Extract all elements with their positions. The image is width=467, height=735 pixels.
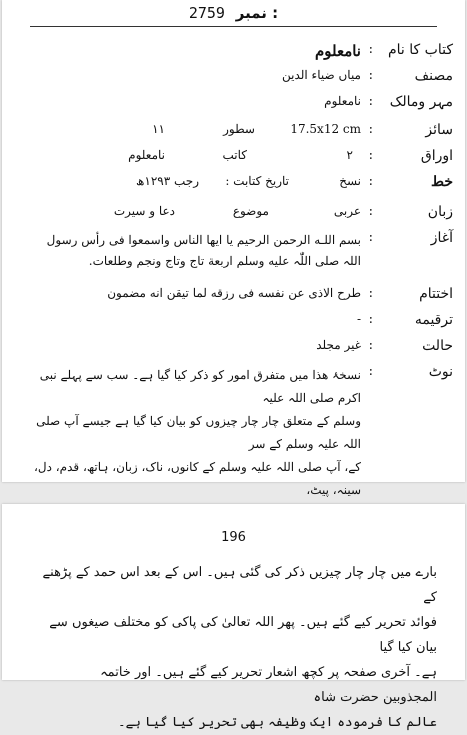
incipit-value: بسم اللـه الرحمن الرحيم يا ايها الناس واسمعوا فى رأس رسول اللہ صلی اللّٰہ علیه وسلم اربعة تاج وتاج ونجم وطلعات. [46,233,361,268]
field-label: آغاز [430,230,453,246]
lines-value: ۱۱ [152,122,165,136]
continuation-text: بارے میں چار چار چیزیں ذکر کی گئی ہیں۔ اس کے بعد اس حمد کے پڑھنے کے فوائد تحریر کیے گئے ہیں۔ پھر اللہ تعالیٰ کی پاکی کو مختلف صیغوں سے بیان کیا گیا ہے۔ آخری صفحہ پر کچھ اشعار تحریر کیے گئے ہیں۔ اور خاتمہ المجذوبین حضرت شاہ عالم کا فرمودہ ایک وظیفہ بھی تحریر کیا گیا ہے۔ [42,565,437,730]
field-label: کتاب کا نام [388,42,453,58]
field-label: اختتام [419,286,453,302]
field-label: اوراق [420,148,453,164]
author-value: میاں ضیاء الدین [281,68,361,82]
folios-value: ۲ [346,148,353,162]
subject-label: موضوع [232,204,269,218]
colophon-value: - [356,312,361,326]
subject-value: دعا و سیرت [113,204,175,218]
size-value: 17.5x12 cm [290,122,361,136]
continuation-page [2,504,465,730]
field-label: ترقیمه [414,312,453,328]
field-label: حالت [422,338,453,354]
title-value: نامعلوم [314,42,361,60]
record-number: 2759 [188,4,225,22]
record-number-header [2,4,465,22]
field-label: مصنف [414,68,453,84]
scribe-label: کاتب [222,148,247,162]
record-number-label: نمبر : [235,4,279,22]
language-value: عربی [333,204,361,218]
field-label: نوٹ [428,364,453,380]
field-label: خط [431,174,453,190]
date-label: تاریخ کتابت : [225,174,289,188]
scribe-value: نامعلوم [128,148,165,162]
field-label: سائز [425,122,453,138]
explicit-value: طرح الاذى عن نفسه فى رزقه لما تيقن انه مضمون [107,286,361,300]
page-number: 196 [221,530,246,545]
seal-value: نامعلوم [324,94,361,108]
header-divider [30,26,437,27]
field-label: مہر ومالک [389,94,453,110]
date-value: رجب ۱۲۹۳ھ [136,174,199,188]
catalog-page: 2759 نمبر : کتاب کا نام : نامعلوم مصنف : میاں ضیاء الدین مہر ومالک : نامعلوم سائز : 17.5x12 cm سطور ۱۱ اوراق : ۲ کاتب نامعلوم خط : نسخ تاریخ کتابت : رجب ۱۲۹۳ھ زبان : عربی موضوع دعا و سیرت آغاز : بسم اللـه الرحمن الرحيم يا ايها الناس واسمعوا فى رأس رسول اللہ صلی اللّٰہ علیه وسلم اربعة تاج وتاج ونجم وطلعات. اختتام : طرح الاذى عن نفسه فى رزقه لما تيقن انه مضمون ترقیمه : - حالت : غیر مجلد نوٹ : نسخۂ ھذا میں متفرق امور کو ذکر کیا گیا ہے۔ سب سے پہلے نبی اکرم صلی اللہ علیہ وسلم کے متعلق چار چار چیزوں کو بیان کیا گیا ہے جیسے آپ صلی اللہ علیہ وسلم کے سر کے، آپ صلی اللہ علیہ وسلم کے کانوں، ناک، زبان، ہاتھ، قدم، دل، سینہ، پیٹ، [2,0,465,482]
field-label: زبان [427,204,453,220]
script-value: نسخ [339,174,361,188]
condition-value: غیر مجلد [316,338,361,352]
lines-label: سطور [223,122,255,136]
note-value: نسخۂ ھذا میں متفرق امور کو ذکر کیا گیا ہے۔ سب سے پہلے نبی اکرم صلی اللہ علیہ وسلم کے متعلق چار چار چیزوں کو بیان کیا گیا ہے جیسے آپ صلی اللہ علیہ وسلم کے سر کے، آپ صلی اللہ علیہ وسلم کے کانوں، ناک، زبان، ہاتھ، قدم، دل، سینہ، پیٹ، [34,368,361,497]
